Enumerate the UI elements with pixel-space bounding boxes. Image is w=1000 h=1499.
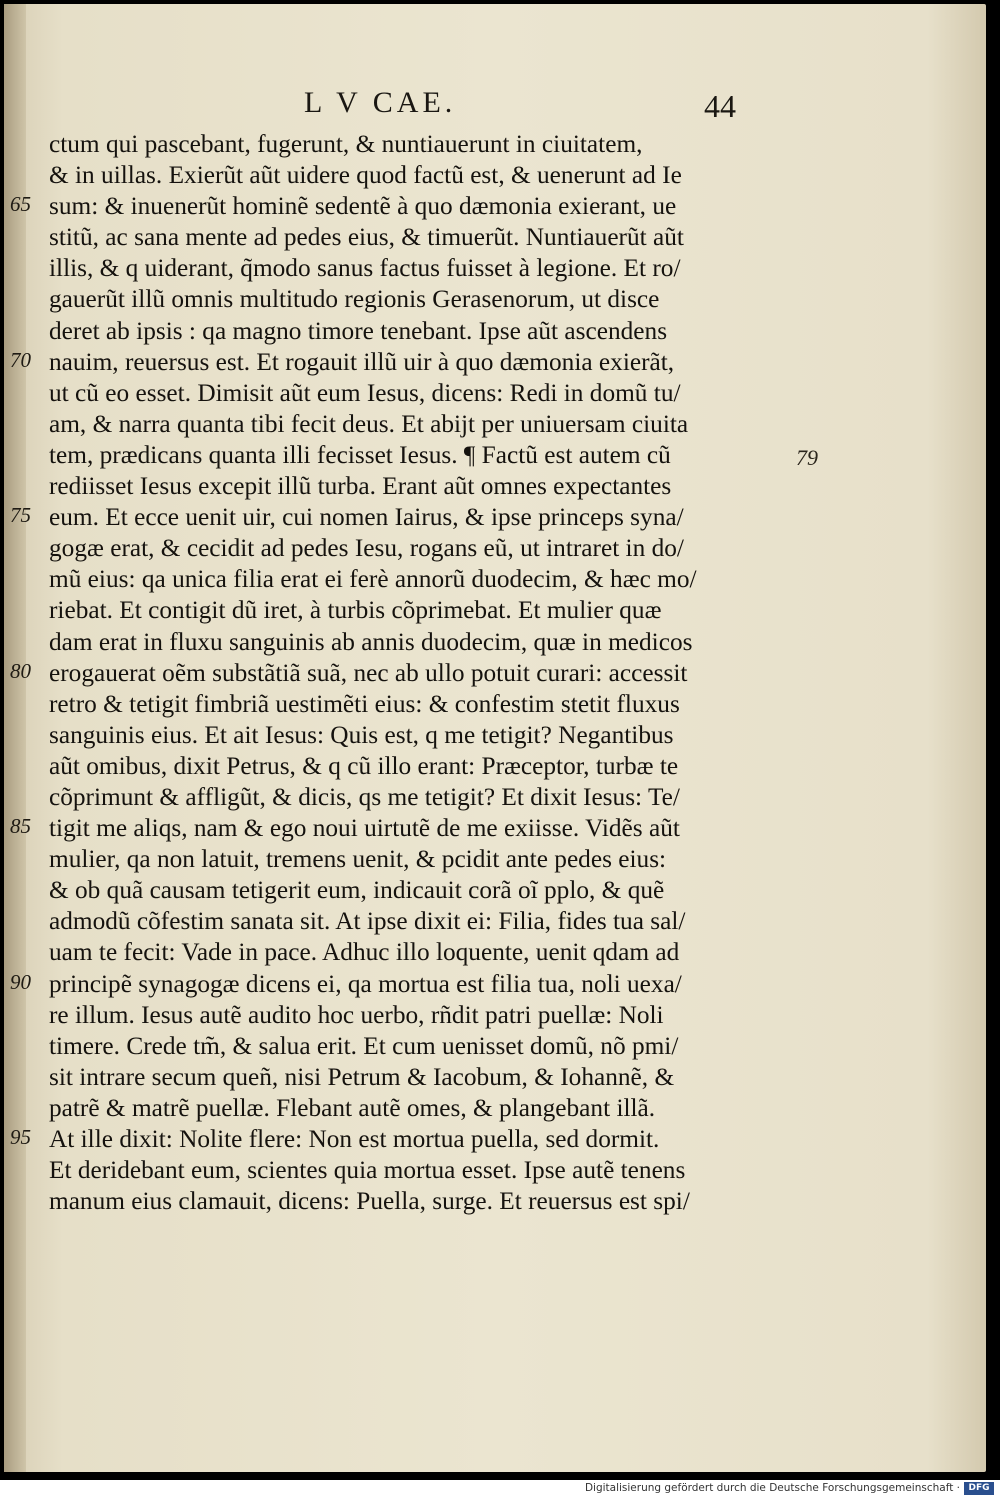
text-line: patrẽ & matrẽ puellæ. Flebant autẽ omes, & plangebant illã. bbox=[49, 1092, 656, 1122]
line-number: 80 bbox=[10, 658, 31, 683]
text-line: re illum. Iesus autẽ audito hoc uerbo, rñdit patri puellæ: Noli bbox=[49, 999, 664, 1029]
body-text bbox=[49, 128, 799, 1216]
text-line: deret ab ipsis : qa magno timore tenebant. Ipse aũt ascendens bbox=[49, 315, 668, 345]
text-line: stitũ, ac sana mente ad pedes eius, & timuerũt. Nuntiauerũt aũt bbox=[49, 222, 684, 252]
text-line: At ille dixit: Nolite flere: Non est mortua puella, sed dormit. bbox=[49, 1124, 660, 1153]
side-note-number: 79 bbox=[796, 445, 818, 470]
text-line: gogæ erat, & cecidit ad pedes Iesu, rogans eũ, ut intraret in do/ bbox=[49, 533, 684, 563]
text-line: dam erat in fluxu sanguinis ab annis duodecim, quæ in medicos bbox=[49, 626, 693, 656]
text-line: principẽ synagogæ dicens ei, qa mortua est filia tua, noli uexa/ bbox=[49, 968, 682, 998]
text-line: erogauerat oẽm substãtiã suã, nec ab ullo potuit curari: accessit bbox=[49, 657, 688, 687]
text-line: ut cũ eo esset. Dimisit aũt eum Iesus, dicens: Redi in domũ tu/ bbox=[49, 377, 681, 407]
dfg-logo: DFG bbox=[964, 1482, 994, 1495]
text-line: gauerũt illũ omnis multitudo regionis Gerasenorum, ut disce bbox=[49, 284, 660, 314]
text-line: uam te fecit: Vade in pace. Adhuc illo loquente, uenit qdam ad bbox=[49, 937, 680, 967]
book-page bbox=[4, 4, 986, 1472]
page-number: 44 bbox=[704, 88, 736, 124]
text-line: Et deridebant eum, scientes quia mortua esset. Ipse autẽ tenens bbox=[49, 1155, 686, 1185]
text-line: timere. Crede tm̃, & salua erit. Et cum uenisset domũ, nõ pmi/ bbox=[49, 1030, 679, 1060]
text-line: manum eius clamauit, dicens: Puella, surge. Et reuersus est spi/ bbox=[49, 1186, 690, 1216]
text-line: ctum qui pascebant, fugerunt, & nuntiauerunt in ciuitatem, bbox=[49, 129, 643, 158]
text-line: sit intrare secum queñ, nisi Petrum & Iacobum, & Iohannẽ, & bbox=[49, 1061, 675, 1091]
text-line: aũt omibus, dixit Petrus, & q cũ illo erant: Præceptor, turbæ te bbox=[49, 750, 679, 780]
page-gutter bbox=[4, 4, 26, 1472]
text-line: & ob quã causam tetigerit eum, indicauit corã oĩ pplo, & quẽ bbox=[49, 875, 665, 905]
text-line: cõprimunt & affligũt, & dicis, qs me tetigit? Et dixit Iesus: Te/ bbox=[49, 781, 680, 811]
line-number: 85 bbox=[10, 814, 31, 839]
text-line: tigit me aliqs, nam & ego noui uirtutẽ de me exiisse. Vidẽs aũt bbox=[49, 813, 680, 843]
text-line: & in uillas. Exierũt aũt uidere quod factũ est, & uenerunt ad Ie bbox=[49, 160, 682, 190]
text-line: eum. Et ecce uenit uir, cui nomen Iairus, & ipse princeps syna/ bbox=[49, 502, 684, 532]
line-number: 90 bbox=[10, 969, 31, 994]
line-number: 95 bbox=[10, 1125, 31, 1150]
line-number: 70 bbox=[10, 347, 31, 372]
line-number: 65 bbox=[10, 192, 31, 217]
text-line: rediisset Iesus excepit illũ turba. Erant aũt omnes expectantes bbox=[49, 471, 672, 501]
text-line: nauim, reuersus est. Et rogauit illũ uir à quo dæmonia exierãt, bbox=[49, 346, 675, 376]
text-line: sum: & inuenerũt hominẽ sedentẽ à quo dæmonia exierant, ue bbox=[49, 191, 677, 221]
footer-credit: Digitalisierung gefördert durch die Deutsche Forschungsgemeinschaft · bbox=[584, 1482, 960, 1494]
text-line: mũ eius: qa unica filia erat ei ferè annorũ duodecim, & hæc mo/ bbox=[49, 564, 697, 594]
text-line: sanguinis eius. Et ait Iesus: Quis est, q me tetigit? Negantibus bbox=[49, 719, 674, 749]
line-number: 75 bbox=[10, 503, 31, 528]
text-line: tem, prædicans quanta illi fecisset Iesus. ¶ Factũ est autem cũ bbox=[49, 439, 671, 469]
text-line: riebat. Et contigit dũ iret, à turbis cõprimebat. Et mulier quæ bbox=[49, 595, 662, 625]
text-line: admodũ cõfestim sanata sit. At ipse dixit ei: Filia, fides tua sal/ bbox=[49, 906, 686, 936]
text-line: am, & narra quanta tibi fecit deus. Et abijt per uniuersam ciuita bbox=[49, 408, 689, 438]
text-line: retro & tetigit fimbriã uestimẽti eius: & confestim stetit fluxus bbox=[49, 688, 680, 718]
text-line: mulier, qa non latuit, tremens uenit, & pcidit ante pedes eius: bbox=[49, 844, 667, 874]
digitization-footer bbox=[0, 1480, 1000, 1499]
text-line: illis, & q uiderant, q̃modo sanus factus fuisset à legione. Et ro/ bbox=[49, 253, 681, 283]
running-header: L V CAE. bbox=[304, 86, 457, 119]
